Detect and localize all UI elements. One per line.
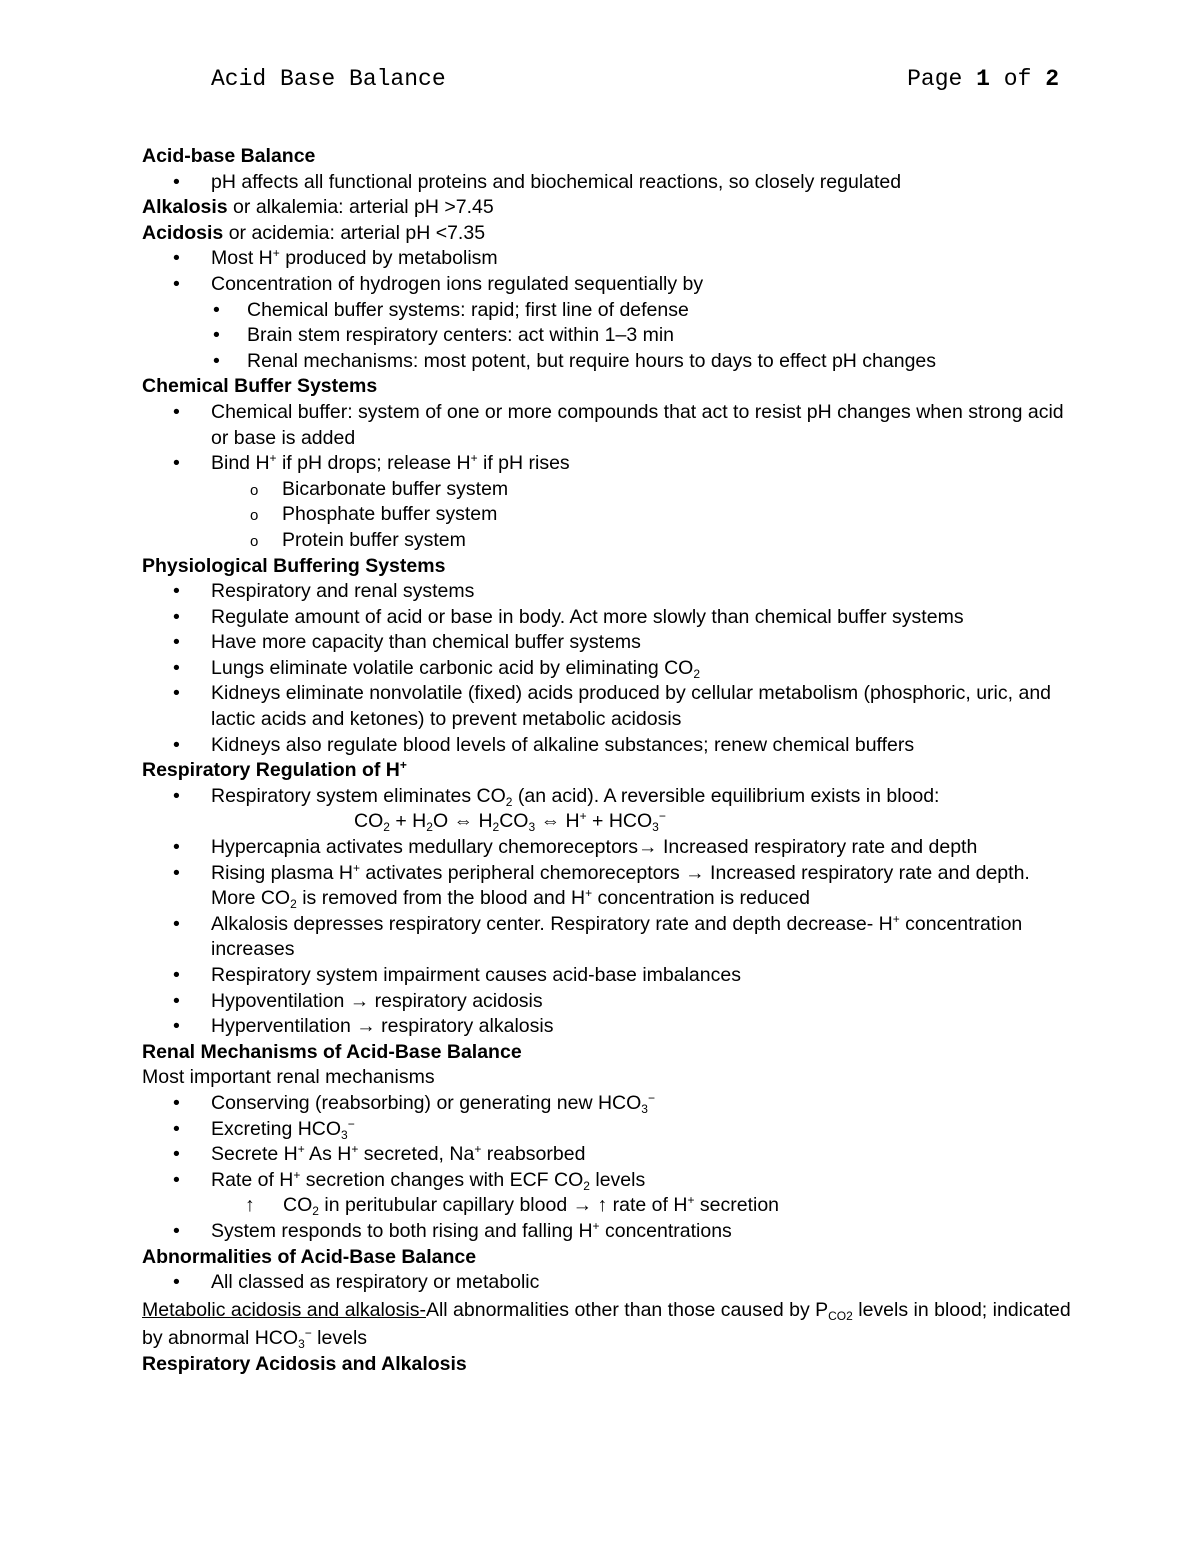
list-item: • Most H+ produced by metabolism [142,246,1072,272]
list-item: • pH affects all functional proteins and biochemical reactions, so closely regulated [142,170,1072,196]
sub-list-item: o Phosphate buffer system [142,502,1072,528]
list [142,835,1072,1040]
list-item: • Regulate amount of acid or base in body. Act more slowly than chemical buffer systems [142,605,1072,631]
list-item: • Hypercapnia activates medullary chemoreceptors→ Increased respiratory rate and depth [142,835,1072,861]
list-item: • All classed as respiratory or metabolic [142,1270,1072,1296]
list-item: • Kidneys eliminate nonvolatile (fixed) acids produced by cellular metabolism (phosphoric, uric, and lactic acids and ketones) to prevent metabolic acidosis [142,681,1072,732]
sub-list-item: o Bicarbonate buffer system [142,477,1072,503]
equilibrium-equation: $CO_2 + H_2O$ ⇔ $H_2CO_3$ ⇔ $H^+ + HCO_3^-$ [354,809,666,835]
list-item: • Secrete H+ As H+ secreted, Na+ reabsorbed [142,1142,1072,1168]
list-item: • Excreting $HCO_3^-$ [142,1117,1072,1143]
section-heading-renal: Renal Mechanisms of Acid-Base Balance [142,1040,522,1063]
section-heading-physiological: Physiological Buffering Systems [142,554,446,577]
section-heading-respiratory-acidosis: Respiratory Acidosis and Alkalosis [142,1352,467,1375]
page-header [211,66,1059,98]
alkalosis-definition: Alkalosis or alkalemia: arterial pH >7.45 [142,196,494,219]
page-indicator: Page 1 of 2 [907,66,1059,92]
list [142,1270,1072,1296]
acidosis-definition: Acidosis or acidemia: arterial pH <7.35 [142,221,486,244]
renal-intro: Most important renal mechanisms [142,1066,435,1089]
sub-list-item: o Protein buffer system [142,528,1072,554]
list-item: • Have more capacity than chemical buffer systems [142,630,1072,656]
section-heading-chemical-buffer: Chemical Buffer Systems [142,375,378,398]
list-item: • Chemical buffer: system of one or more compounds that act to resist pH changes when strong acid or base is added [142,400,1072,451]
list [142,1219,1072,1245]
list [142,784,1072,810]
list-item: • Rising plasma H+ activates peripheral chemoreceptors → Increased respiratory rate and depth. More $CO_2$ is removed from the blood and H+ concentration is reduced [142,861,1072,912]
list-item: • Alkalosis depresses respiratory center. Respiratory rate and depth decrease- H+ concentration increases [142,912,1072,963]
list-item: • Respiratory system impairment causes acid-base imbalances [142,963,1072,989]
section-heading-acid-base: Acid-base Balance [142,145,316,167]
header-title: Acid Base Balance [211,66,446,92]
list-item: • Lungs eliminate volatile carbonic acid by eliminating $CO_2$ [142,656,1072,682]
list-item: • System responds to both rising and falling H+ concentrations [142,1219,1072,1245]
list [142,246,1072,374]
list [142,400,1072,554]
page-number: 1 [976,66,990,92]
metabolic-definition: Metabolic acidosis and alkalosis-All abnormalities other than those caused by $P_{CO2}$ levels in blood; indicated by abnormal $HCO_3^-$ levels [142,1298,1071,1351]
section-heading-abnormalities: Abnormalities of Acid-Base Balance [142,1245,477,1268]
list-item: • Hyperventilation → respiratory alkalosis [142,1014,1072,1040]
document-body [142,144,1072,1377]
list [142,1091,1072,1193]
sub-list-item: • Renal mechanisms: most potent, but require hours to days to effect pH changes [142,349,1072,375]
list-item: • Rate of H+ secretion changes with ECF $CO_2$ levels [142,1168,1072,1194]
list-item: • Bind H+ if pH drops; release H+ if pH rises [142,451,1072,477]
list-item: • Hypoventilation → respiratory acidosis [142,989,1072,1015]
section-heading-respiratory-regulation: Respiratory Regulation of H+ [142,758,407,782]
sub-list-item: • Chemical buffer systems: rapid; first line of defense [142,298,1072,324]
page-total: 2 [1045,66,1059,92]
up-arrow-icon: ↑ [245,1194,255,1217]
sub-list-item: • Brain stem respiratory centers: act within 1–3 min [142,323,1072,349]
list-item: • Kidneys also regulate blood levels of alkaline substances; renew chemical buffers [142,733,1072,759]
list-item: • Concentration of hydrogen ions regulated sequentially by [142,272,1072,298]
renal-indented-note: ↑ $CO_2$ in peritubular capillary blood → ↑ rate of H+ secretion [245,1193,780,1219]
list-item: • Respiratory and renal systems [142,579,1072,605]
list-item: • Conserving (reabsorbing) or generating new $HCO_3^-$ [142,1091,1072,1117]
list-item: • Respiratory system eliminates $CO_2$ (an acid). A reversible equilibrium exists in blood: [142,784,1072,810]
list [142,170,1072,196]
list [142,579,1072,758]
